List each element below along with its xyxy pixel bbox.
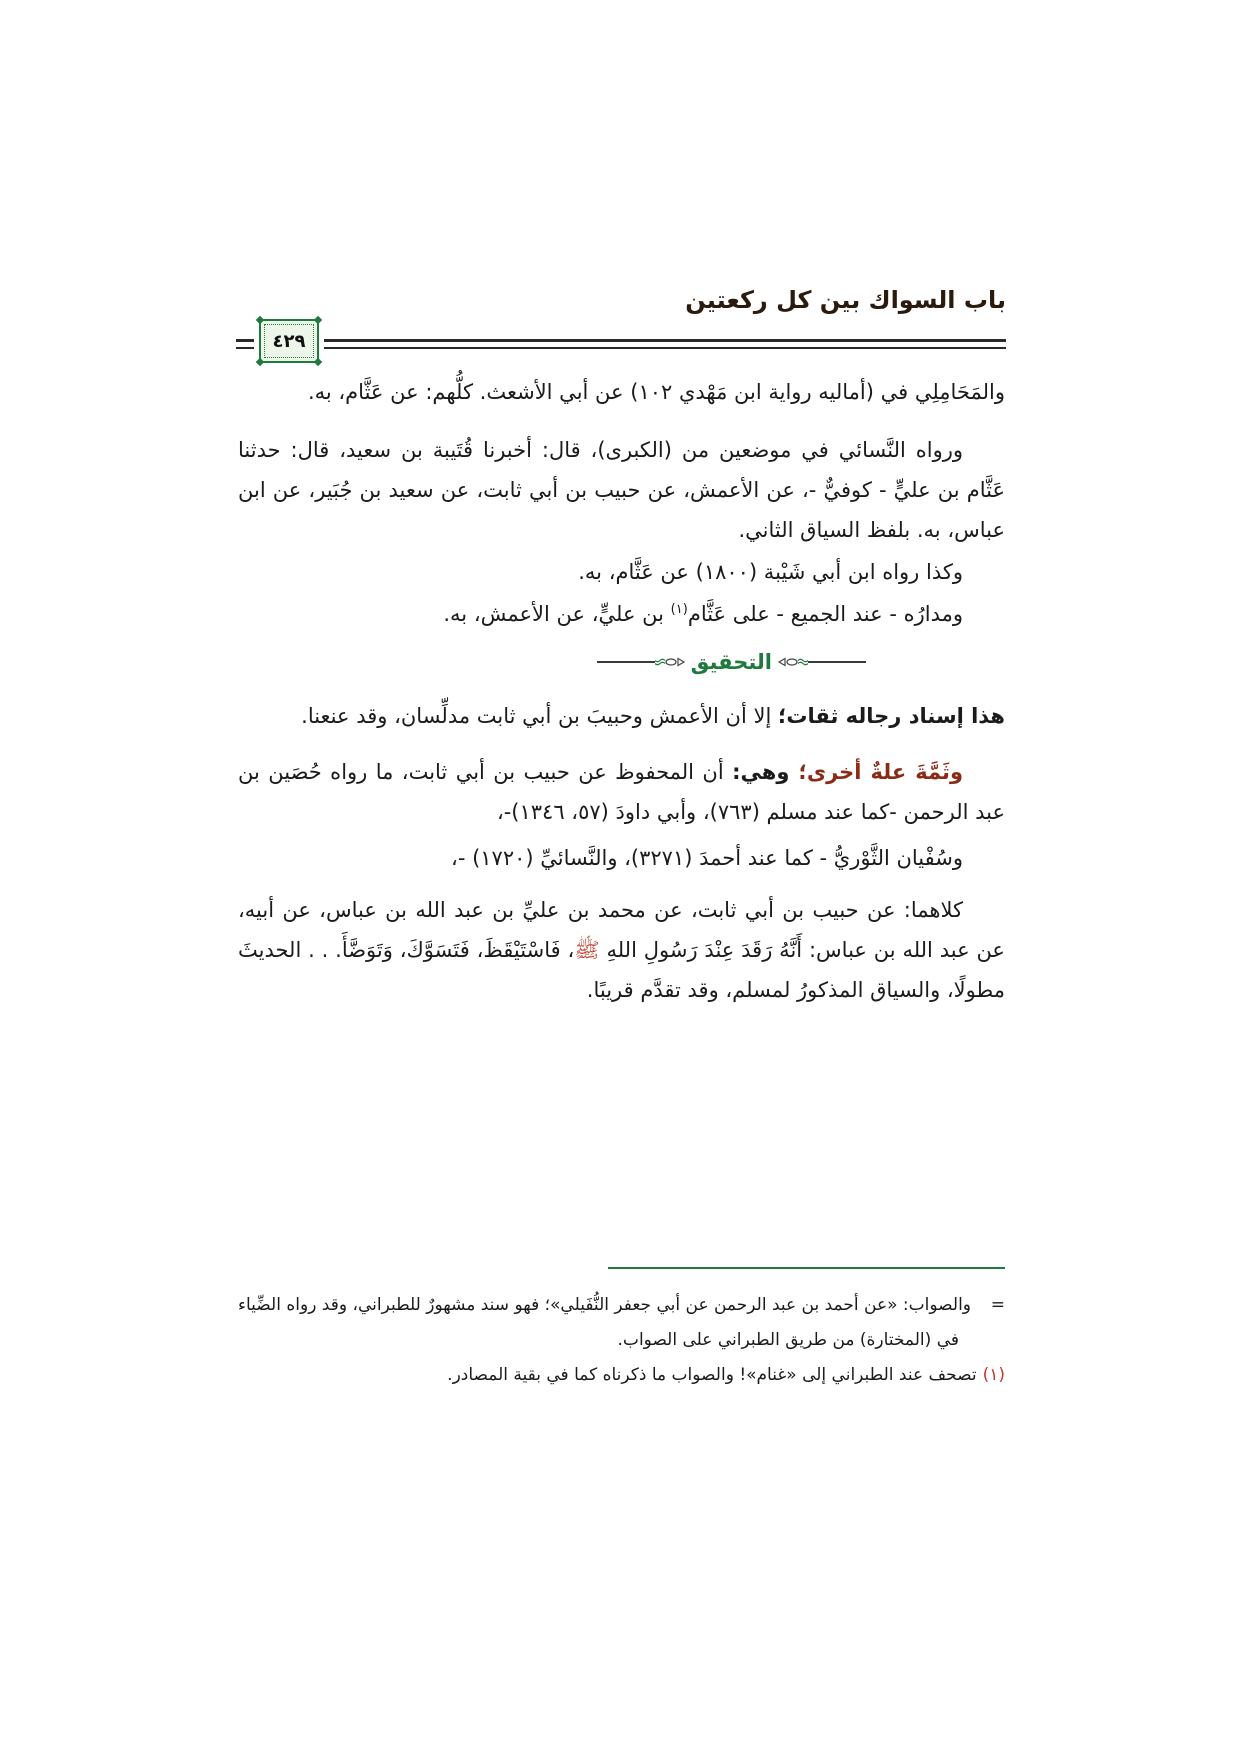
badge-corner-ornament	[314, 316, 322, 324]
section-heading: التحقيق	[690, 650, 772, 674]
footnote-continuation-marker: =	[990, 1295, 1005, 1315]
footnote-number: (١)	[982, 1365, 1005, 1385]
main-text	[238, 372, 1005, 1010]
footnote-text: تصحف عند الطبراني إلى «غنام»! والصواب ما ذكرناه كما في بقية المصادر.	[447, 1365, 977, 1385]
paragraph-text: . . . الحديثَ مطولًا، والسياق المذكورُ لمسلم، وقد تقدَّم قريبًا.	[238, 938, 1005, 1002]
paragraph	[238, 594, 1005, 634]
paragraph-text: أن المحفوظ عن حبيب بن أبي ثابت، ما رواه حُصَين بن عبد الرحمن -كما عند مسلم (٧٦٣)، وأبي داودَ (٥٧، ١٣٤٦)-،	[238, 760, 1005, 824]
verdict-bold: هذا إسناد رجاله ثقات؛	[777, 704, 1005, 728]
divider-line	[597, 661, 655, 663]
footnote-text: والصواب: «عن أحمد بن عبد الرحمن عن أبي جعفر النُّفَيلي»؛ فهو سند مشهورٌ للطبراني، وقد رواه الضِّياء في (المختارة) من طريق الطبراني على الصواب.	[238, 1295, 971, 1350]
footnotes	[238, 1288, 1005, 1393]
divider-line	[808, 661, 866, 663]
page-number-frame	[254, 319, 324, 363]
badge-corner-ornament	[256, 358, 264, 366]
chapter-title: باب السواك بين كل ركعتين	[685, 286, 1006, 314]
footnote-separator	[608, 1267, 1005, 1269]
hadith-text: أَنَّهُ رَقَدَ عِنْدَ رَسُولِ اللهِ	[599, 938, 803, 962]
paragraph-text: إلا أن الأعمش وحبيبَ بن أبي ثابت مدلِّسان، وقد عنعنا.	[301, 704, 778, 728]
paragraph-text: ومدارُه - عند الجميع - على عَثَّام	[687, 602, 963, 626]
paragraph: وكذا رواه ابن أبي شَيْبة (١٨٠٠) عن عَثَّام، به.	[578, 560, 963, 584]
highlight-lead: وثَمَّةَ علةٌ أخرى؛	[798, 760, 963, 784]
section-divider	[238, 642, 1005, 682]
page-number: ٤٢٩	[272, 330, 306, 352]
divider-ornament-icon	[778, 655, 808, 669]
header-rule-thick	[236, 339, 1006, 342]
paragraph-text: بن عليٍّ، عن الأعمش، به.	[443, 602, 671, 626]
paragraph: والمَحَامِلِي في (أماليه رواية ابن مَهْدي ١٠٢) عن أبي الأشعث. كلُّهم: عن عَثَّام، به.	[307, 380, 1005, 404]
paragraph: ورواه النَّسائي في موضعين من (الكبرى)، قال: أخبرنا قُتَيبة بن سعيد، قال: حدثنا عَثَّام بن عليٍّ - كوفيٌّ -، عن الأعمش، عن حبيب بن أبي ثابت، عن سعيد بن جُبَير، عن ابن عباس، به. بلفظ السياق الثاني.	[238, 438, 1005, 542]
hadith-text: ، فَاسْتَيْقَظَ، فَتَسَوَّكَ، وَتَوَضَّأَ	[341, 938, 575, 962]
badge-corner-ornament	[314, 358, 322, 366]
salawat-symbol: ﷺ	[574, 938, 600, 962]
paragraph	[238, 752, 1005, 832]
badge-corner-ornament	[256, 316, 264, 324]
page-number-badge	[259, 319, 319, 363]
footnote	[238, 1288, 1005, 1358]
footnote-reference: (١)	[670, 602, 688, 617]
divider-ornament-icon	[655, 655, 685, 669]
footnote	[238, 1358, 1005, 1393]
highlight-lead-bold: وهي:	[732, 760, 799, 784]
running-header	[236, 283, 1006, 369]
paragraph	[238, 890, 1005, 1010]
paragraph: وسُفْيان الثَّوْريُّ - كما عند أحمدَ (٣٢٧١)، والنَّسائيِّ (١٧٢٠) -،	[451, 846, 963, 870]
paragraph-text: كلاهما: عن حبيب بن أبي ثابت، عن محمد بن عليِّ بن عبد الله بن عباس، عن أبيه، عن عبد الله بن عباس:	[238, 898, 1005, 962]
paragraph	[238, 696, 1005, 736]
header-rule-thin	[236, 347, 1006, 349]
